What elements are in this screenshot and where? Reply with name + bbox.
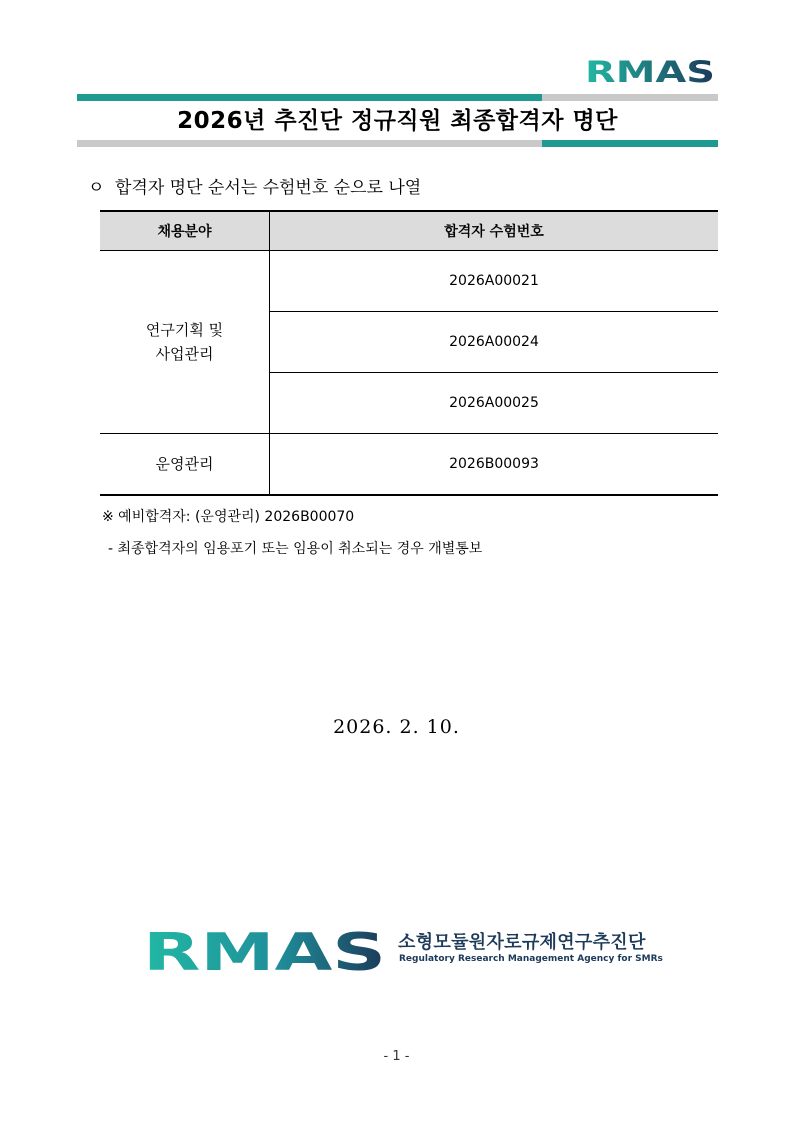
exam-number-cell: 2026A00024 <box>270 312 719 373</box>
title-bar-top-teal <box>77 94 542 101</box>
svg-text:RMAS: RMAS <box>585 56 715 86</box>
document-date: 2026. 2. 10. <box>333 716 460 738</box>
svg-text:RMAS: RMAS <box>143 926 386 974</box>
title-bar-bottom-gray <box>77 140 542 147</box>
rmas-logo-top <box>585 56 717 86</box>
intro-line <box>88 176 421 200</box>
exam-number-cell: 2026A00025 <box>270 373 719 434</box>
agency-name-korean: 소형모듈원자로규제연구추진단 <box>398 932 646 953</box>
table-row <box>100 434 718 496</box>
page-number: - 1 - <box>383 1049 410 1064</box>
table-row <box>100 251 718 312</box>
field-name-line2: 사업관리 <box>155 345 214 363</box>
exam-number-cell: 2026B00093 <box>270 434 719 496</box>
results-table <box>100 210 718 496</box>
field-cell: 운영관리 <box>100 434 270 496</box>
condition-note: - 최종합격자의 임용포기 또는 임용이 취소되는 경우 개별통보 <box>108 541 483 557</box>
header-field: 채용분야 <box>100 211 270 251</box>
exam-number-cell: 2026A00021 <box>270 251 719 312</box>
field-name-line1: 연구기획 및 <box>145 321 224 339</box>
rmas-logo-bottom <box>143 926 388 974</box>
title-bar-top-gray <box>542 94 718 101</box>
table-header-row <box>100 211 718 251</box>
header-number: 합격자 수험번호 <box>270 211 719 251</box>
intro-text: 합격자 명단 순서는 수험번호 순으로 나열 <box>115 178 422 198</box>
bullet-icon: ㅇ <box>88 178 105 198</box>
title-bar-bottom-teal <box>542 140 718 147</box>
document-title: 2026년 추진단 정규직원 최종합격자 명단 <box>177 108 618 134</box>
agency-name-english: Regulatory Research Management Agency for SMRs <box>399 954 663 964</box>
field-cell <box>100 251 270 434</box>
reserve-note: ※ 예비합격자: (운영관리) 2026B00070 <box>102 509 355 525</box>
